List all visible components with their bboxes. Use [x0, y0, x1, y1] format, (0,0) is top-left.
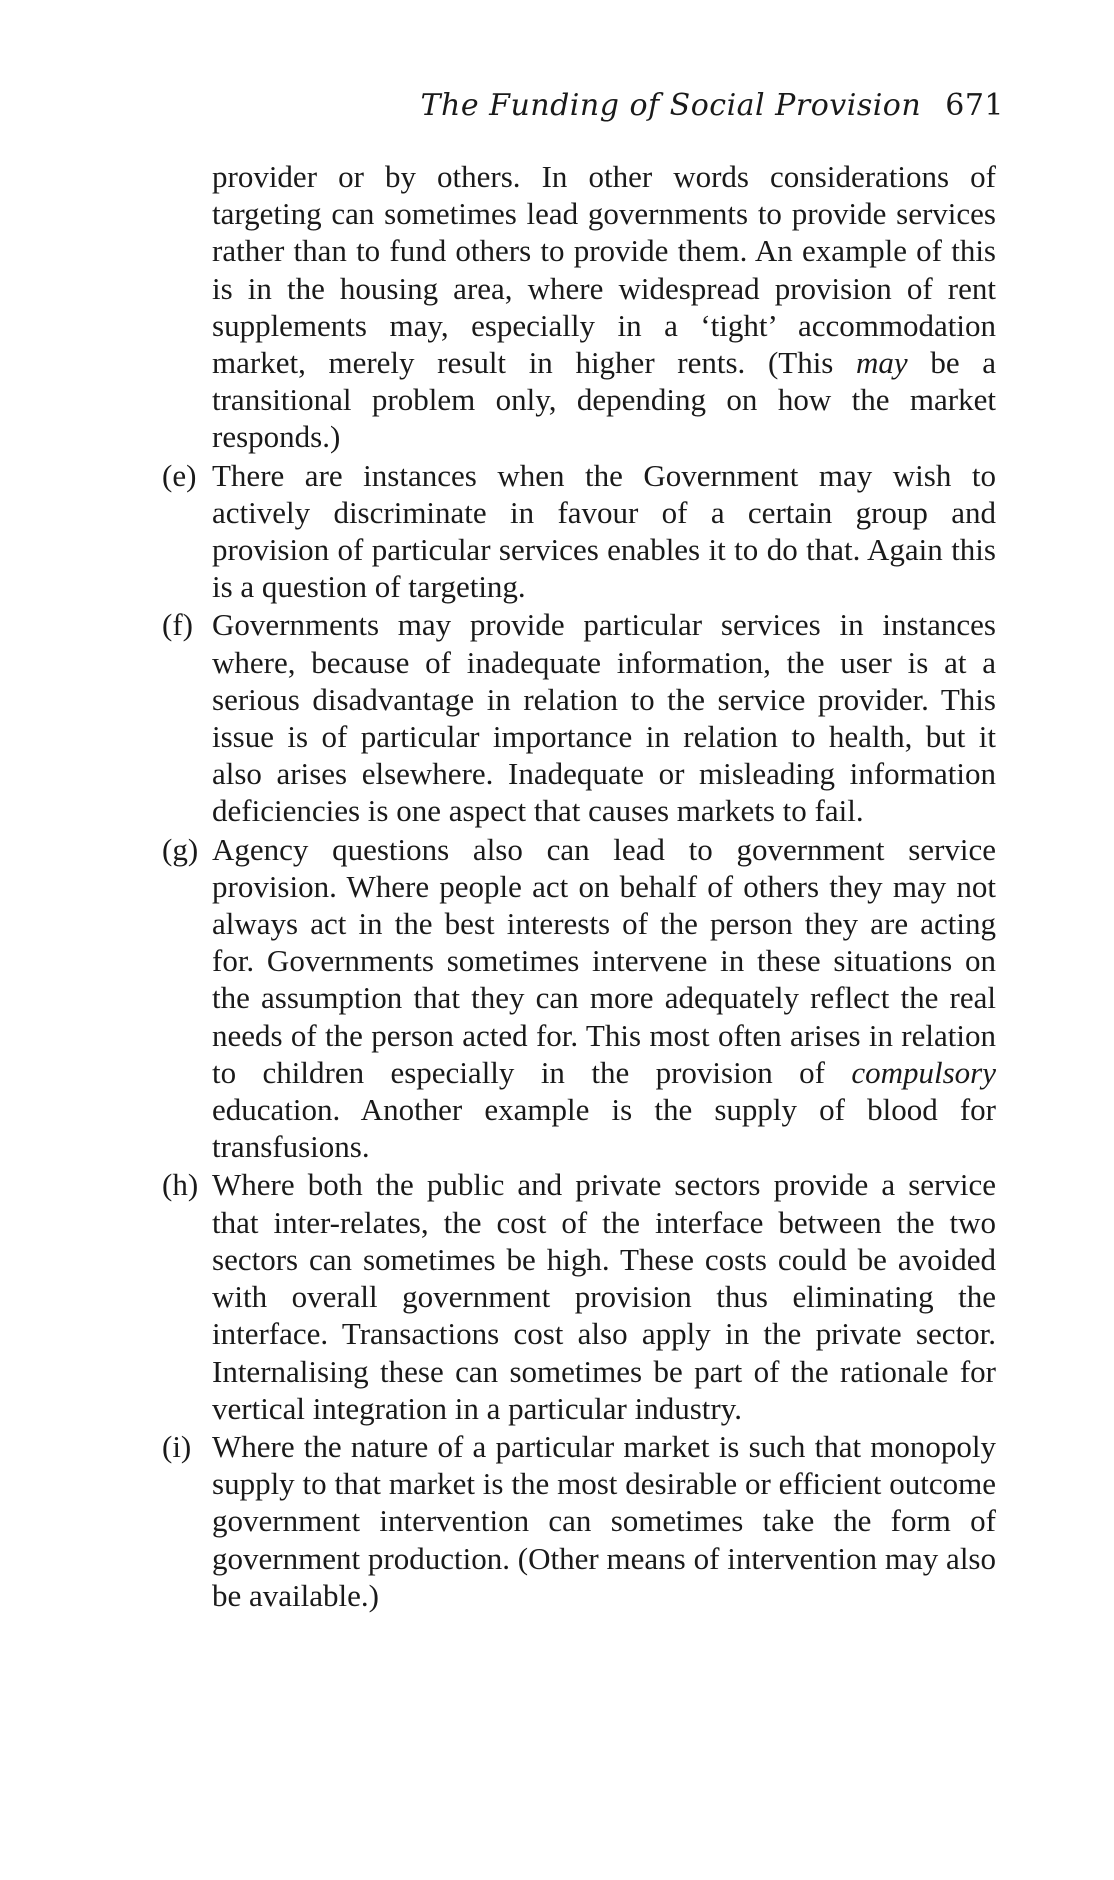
list-item-emphasis: compulsory — [851, 1054, 996, 1090]
list-item-text: There are instances when the Government may wish to actively discriminate in favour of a certain group and provision of particular services enables it to do that. Again this is a question of targeting. — [212, 457, 996, 605]
continuation-text-1: provider or by others. In other words considerations of targeting can sometimes lead governments to provide services rather than to fund others to provide them. An example of this is in the housing area, where widespread provision of rent supplements may, especially in a ‘tight’ accommodation market, merely result in higher rents. (This — [212, 159, 996, 381]
list-item-text-1: Agency questions also can lead to government service provision. Where people act on behalf of others they may not always act in the best interests of the person they are acting for. Governments sometimes intervene in these situations on the assumption that they can more adequately reflect the real needs of the person acted for. This most often arises in relation to children especially in the provision of — [212, 831, 996, 1090]
running-header — [421, 88, 1004, 123]
list-item-text: Governments may provide particular services in instances where, because of inadequate information, the user is at a serious disadvantage in relation to the service provider. This issue is of particular importance in relation to health, but it also arises elsewhere. Inadequate or misleading information deficiencies is one aspect that causes markets to fail. — [212, 607, 996, 829]
list-item-label: (h) — [162, 1167, 199, 1203]
list-item-text — [212, 831, 996, 1166]
list-item-text: Where both the public and private sectors provide a service that inter-relates, the cost of the interface between the two sectors can sometimes be high. These costs could be avoided with overall government provision thus eliminating the interface. Transactions cost also apply in the private sector. Internalising these can sometimes be part of the rationale for vertical integration in a particular industry. — [212, 1167, 996, 1426]
continuation-text-2: be a transitional problem only, depending on how the market responds.) — [212, 345, 996, 455]
list-item-label: (g) — [162, 831, 199, 867]
list-item-g — [162, 831, 996, 1166]
running-header-title: The Funding of Social Provision — [420, 88, 922, 123]
list-item-label: (f) — [162, 607, 193, 643]
page-number: 671 — [945, 88, 1004, 123]
list-item-label: (i) — [162, 1428, 192, 1464]
continuation-paragraph — [172, 158, 996, 456]
list-item-e — [162, 457, 996, 606]
list-item-text: Where the nature of a particular market is such that monopoly supply to that market is the most desirable or efficient outcome government intervention can sometimes take the form of government production. (Other means of intervention may also be available.) — [212, 1428, 996, 1613]
continuation-emphasis: may — [856, 345, 908, 381]
list-item-i — [162, 1428, 996, 1614]
list-item-text-2: education. Another example is the supply of blood for transfusions. — [212, 1092, 996, 1165]
list-item-label: (e) — [162, 457, 197, 493]
list-item-f — [162, 606, 996, 829]
list-item-h — [162, 1166, 996, 1426]
body-text — [162, 158, 996, 1614]
